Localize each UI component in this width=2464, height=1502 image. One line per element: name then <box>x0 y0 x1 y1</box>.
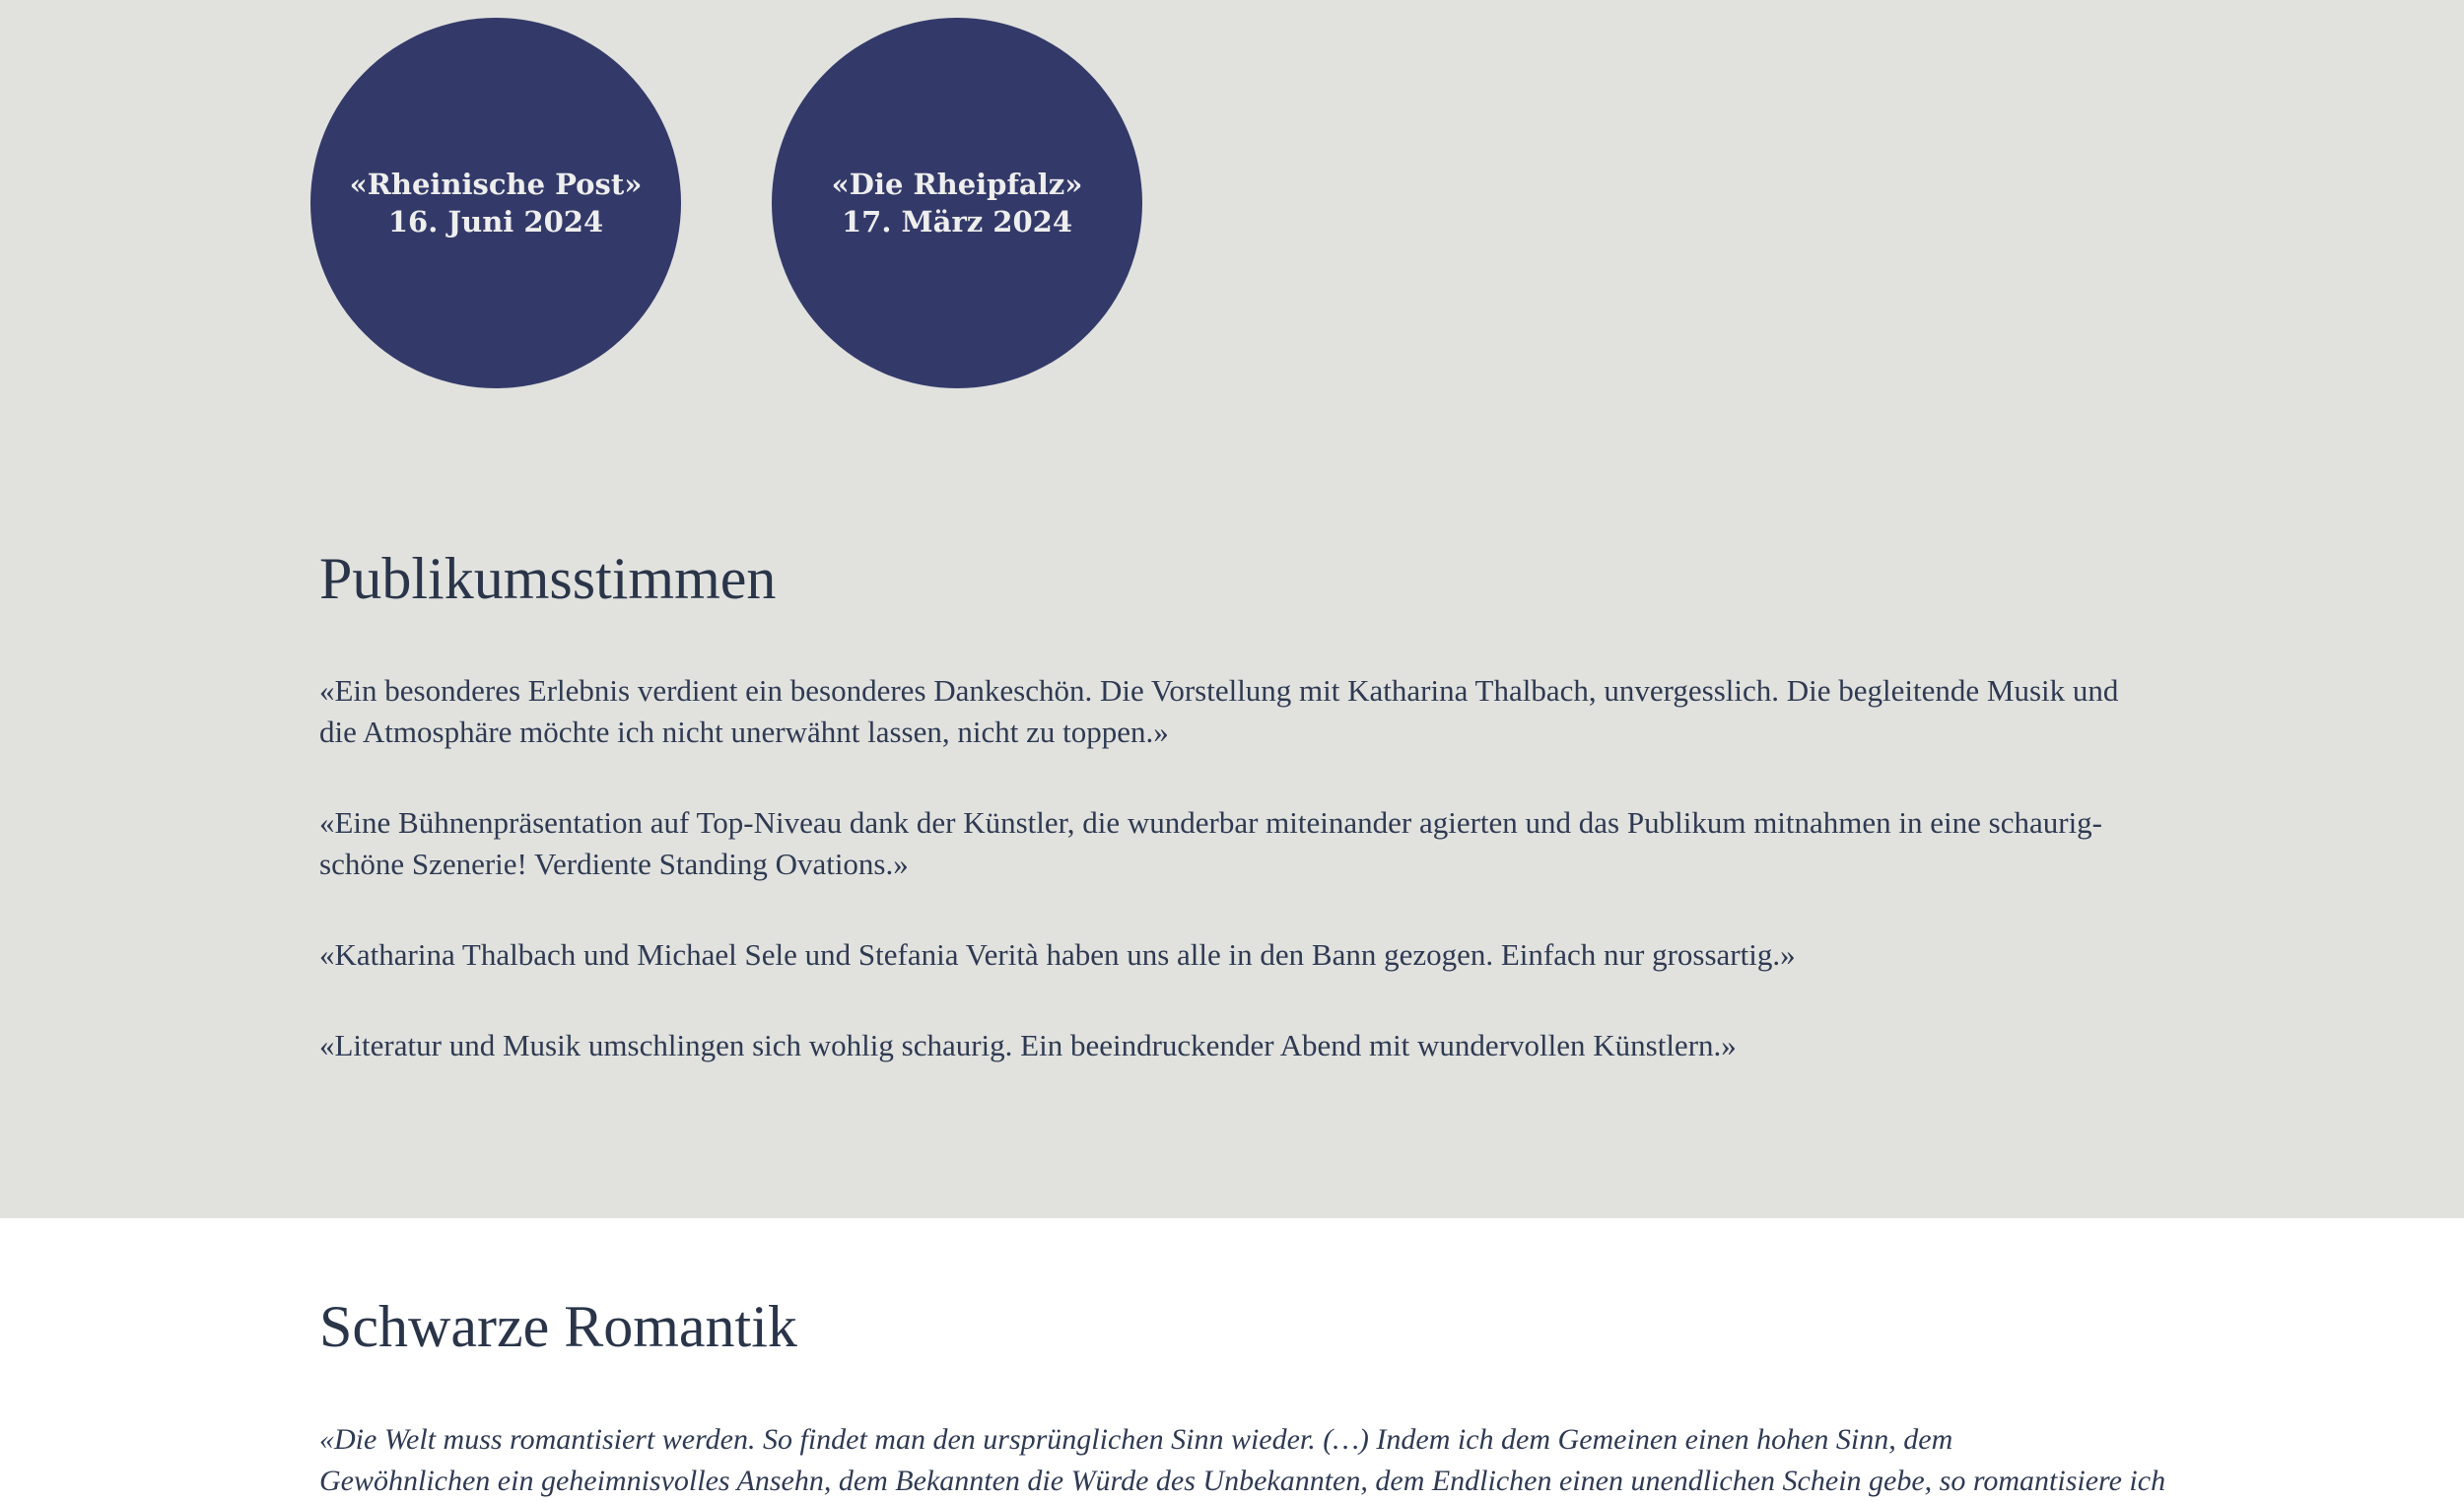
press-badge-die-rheipfalz[interactable] <box>772 18 1142 388</box>
press-date: 16. Juni 2024 <box>387 205 604 239</box>
audience-quote: «Katharina Thalbach und Michael Sele und Stefania Verità haben uns alle in den Bann gezogen. Einfach nur grossartig.» <box>319 937 1796 972</box>
audience-quote: «Literatur und Musik umschlingen sich wohlig schaurig. Ein beeindruckender Abend mit wundervollen Künstlern.» <box>319 1028 1737 1062</box>
press-badge-rheinische-post[interactable] <box>310 18 681 388</box>
audience-quote: «Ein besonderes Erlebnis verdient ein besonderes Dankeschön. Die Vorstellung mit Katharina Thalbach, unvergesslich. Die begleitende Musik und die Atmosphäre möchte ich nicht unerwähnt lassen, nicht zu toppen.» <box>319 673 2119 749</box>
romantik-heading: Schwarze Romantik <box>319 1294 797 1359</box>
romantik-quote-line: Gewöhnlichen ein geheimnisvolles Ansehn, dem Bekannten die Würde des Unbekannten, dem Endlichen einen unendlichen Schein gebe, so romantisiere ich <box>319 1465 2166 1497</box>
audience-quote: «Eine Bühnenpräsentation auf Top-Niveau dank der Künstler, die wunderbar miteinander agierten und das Publikum mitnahmen in eine schaurig-schöne Szenerie! Verdiente Standing Ovations.» <box>319 805 2103 881</box>
press-source: «Die Rheipfalz» <box>831 168 1083 201</box>
romantik-quote <box>319 1419 2172 1502</box>
press-source: «Rheinische Post» <box>349 168 643 201</box>
romantik-quote-line: «Die Welt muss romantisiert werden. So findet man den ursprünglichen Sinn wieder. (…) Indem ich dem Gemeinen einen hohen Sinn, dem <box>319 1423 1953 1456</box>
press-date: 17. März 2024 <box>842 205 1072 239</box>
audience-heading: Publikumsstimmen <box>319 546 777 611</box>
